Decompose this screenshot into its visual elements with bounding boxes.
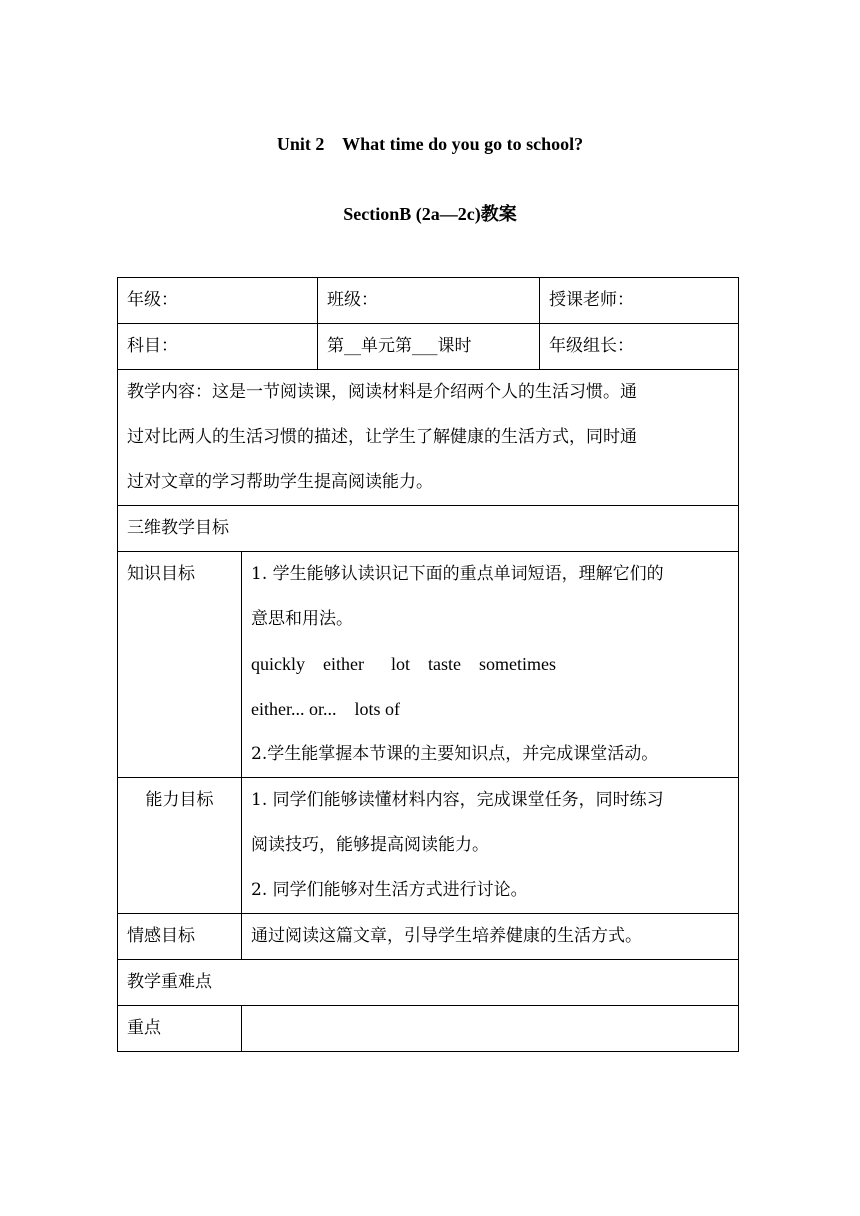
grade-cell: [118, 278, 318, 324]
subject-cell: [118, 324, 318, 370]
knowledge-label: 知识目标: [127, 564, 195, 584]
content-row: [118, 370, 739, 506]
teacher-label: 授课老师：: [549, 290, 634, 310]
ability-row: [118, 778, 739, 914]
emotion-row: [118, 914, 739, 960]
teacher-cell: [540, 278, 739, 324]
key-point-text: [251, 1006, 738, 1051]
content-paragraph: [127, 370, 738, 505]
document-title: Unit 2 What time do you go to school?: [276, 134, 584, 154]
subject-label: 科目：: [127, 336, 178, 356]
objectives-header-row: [118, 506, 739, 552]
vocabulary-words: quickly either lot taste sometimes: [251, 654, 556, 674]
info-row-2: [118, 324, 739, 370]
class-cell: [318, 278, 540, 324]
key-points-header-cell: [118, 960, 739, 1006]
content-line: 教学内容：这是一节阅读课，阅读材料是介绍两个人的生活习惯。通: [127, 382, 637, 402]
emotion-content-cell: [242, 914, 739, 960]
ability-content: [251, 778, 738, 913]
content-line: 过对文章的学习帮助学生提高阅读能力。: [127, 472, 433, 492]
knowledge-line: 2.学生能掌握本节课的主要知识点，并完成课堂活动。: [251, 744, 659, 764]
knowledge-content-cell: [242, 552, 739, 778]
info-row-1: [118, 278, 739, 324]
knowledge-line: 1. 学生能够认读识记下面的重点单词短语，理解它们的: [251, 564, 664, 584]
unit-lesson-cell: [318, 324, 540, 370]
ability-line: 1. 同学们能够读懂材料内容，完成课堂任务，同时练习: [251, 790, 664, 810]
emotion-text: 通过阅读这篇文章，引导学生培养健康的生活方式。: [251, 926, 642, 946]
ability-line: 2. 同学们能够对生活方式进行讨论。: [251, 880, 528, 900]
grade-leader-label: 年级组长：: [549, 336, 634, 356]
key-points-header: 教学重难点: [127, 972, 212, 992]
content-cell: [118, 370, 739, 506]
content-line: 过对比两人的生活习惯的描述，让学生了解健康的生活方式，同时通: [127, 427, 637, 447]
emotion-label-cell: [118, 914, 242, 960]
lesson-plan-table: [117, 277, 739, 1052]
knowledge-row: [118, 552, 739, 778]
objectives-header: 三维教学目标: [127, 518, 229, 538]
grade-label: 年级：: [127, 290, 178, 310]
key-point-content-cell: [242, 1006, 739, 1052]
vocabulary-phrases: either... or... lots of: [251, 699, 400, 719]
knowledge-line: 意思和用法。: [251, 609, 353, 629]
ability-content-cell: [242, 778, 739, 914]
ability-label: 能力目标: [145, 790, 214, 810]
ability-label-cell: [118, 778, 242, 914]
key-point-label: 重点: [127, 1018, 161, 1038]
knowledge-label-cell: [118, 552, 242, 778]
ability-line: 阅读技巧，能够提高阅读能力。: [251, 835, 489, 855]
key-points-header-row: [118, 960, 739, 1006]
emotion-label: 情感目标: [127, 926, 195, 946]
objectives-header-cell: [118, 506, 739, 552]
key-point-row: [118, 1006, 739, 1052]
grade-leader-cell: [540, 324, 739, 370]
unit-lesson-label: 第__单元第___课时: [327, 336, 472, 356]
key-point-label-cell: [118, 1006, 242, 1052]
class-label: 班级：: [327, 290, 378, 310]
knowledge-content: [251, 552, 738, 777]
document-subtitle: SectionB (2a—2c)教案: [343, 204, 517, 224]
